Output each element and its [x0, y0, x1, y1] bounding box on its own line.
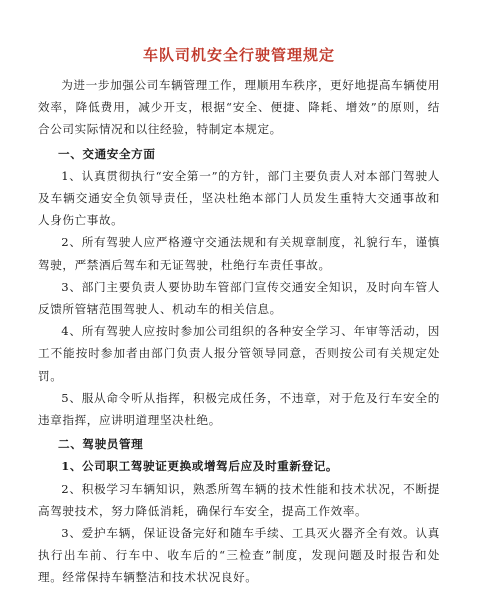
- section1-item-1: 1、认真贯彻执行“安全第一”的方针，部门主要负责人对本部门驾驶人及车辆交通安全负领导责任，坚决杜绝本部门人员发生重特大交通事故和人身伤亡事故。: [38, 168, 440, 228]
- section1-item-2: 2、所有驾驶人应严格遵守交通法规和有关规章制度，礼貌行车，谨慎驾驶，严禁酒后驾车和无证驾驶，杜绝行车责任事故。: [38, 235, 440, 272]
- document-title: 车队司机安全行驶管理规定: [142, 46, 335, 64]
- section2-item-2: 2、积极学习车辆知识，熟悉所驾车辆的技术性能和技术状况，不断提高驾驶技术，努力降低消耗，确保行车安全，提高工作效率。: [38, 481, 440, 518]
- section-heading-driver-management: 二、驾驶员管理: [58, 437, 144, 452]
- section1-item-3: 3、部门主要负责人要协助车管部门宣传交通安全知识，及时向车管人反馈所管辖范围驾驶人、机动车的相关信息。: [38, 279, 440, 317]
- section1-item-4: 4、所有驾驶人应按时参加公司组织的各种安全学习、年审等活动，因工不能按时参加者由部门负责人报分管领导同意，否则按公司有关规定处罚。: [38, 324, 440, 383]
- intro-paragraph: 为进一步加强公司车辆管理工作，理顺用车秩序，更好地提高车辆使用效率，降低费用，减少开支，根据“安全、便捷、降耗、增效”的原则，结合公司实际情况和以往经验，特制定本规定。: [38, 78, 440, 137]
- section1-item-5: 5、服从命令听从指挥，积极完成任务，不违章，对于危及行车安全的违章指挥，应讲明道理坚决杜绝。: [38, 390, 440, 428]
- section2-item-1: 1、公司职工驾驶证更换或增驾后应及时重新登记。: [61, 459, 339, 474]
- section-heading-traffic-safety: 一、交通安全方面: [58, 146, 156, 161]
- section2-item-3: 3、爱护车辆，保证设备完好和随车手续、工具灭火器齐全有效。认真执行出车前、行车中、收车后的“三检查”制度，发现问题及时报告和处理。经常保持车辆整洁和技术状况良好。: [38, 526, 440, 585]
